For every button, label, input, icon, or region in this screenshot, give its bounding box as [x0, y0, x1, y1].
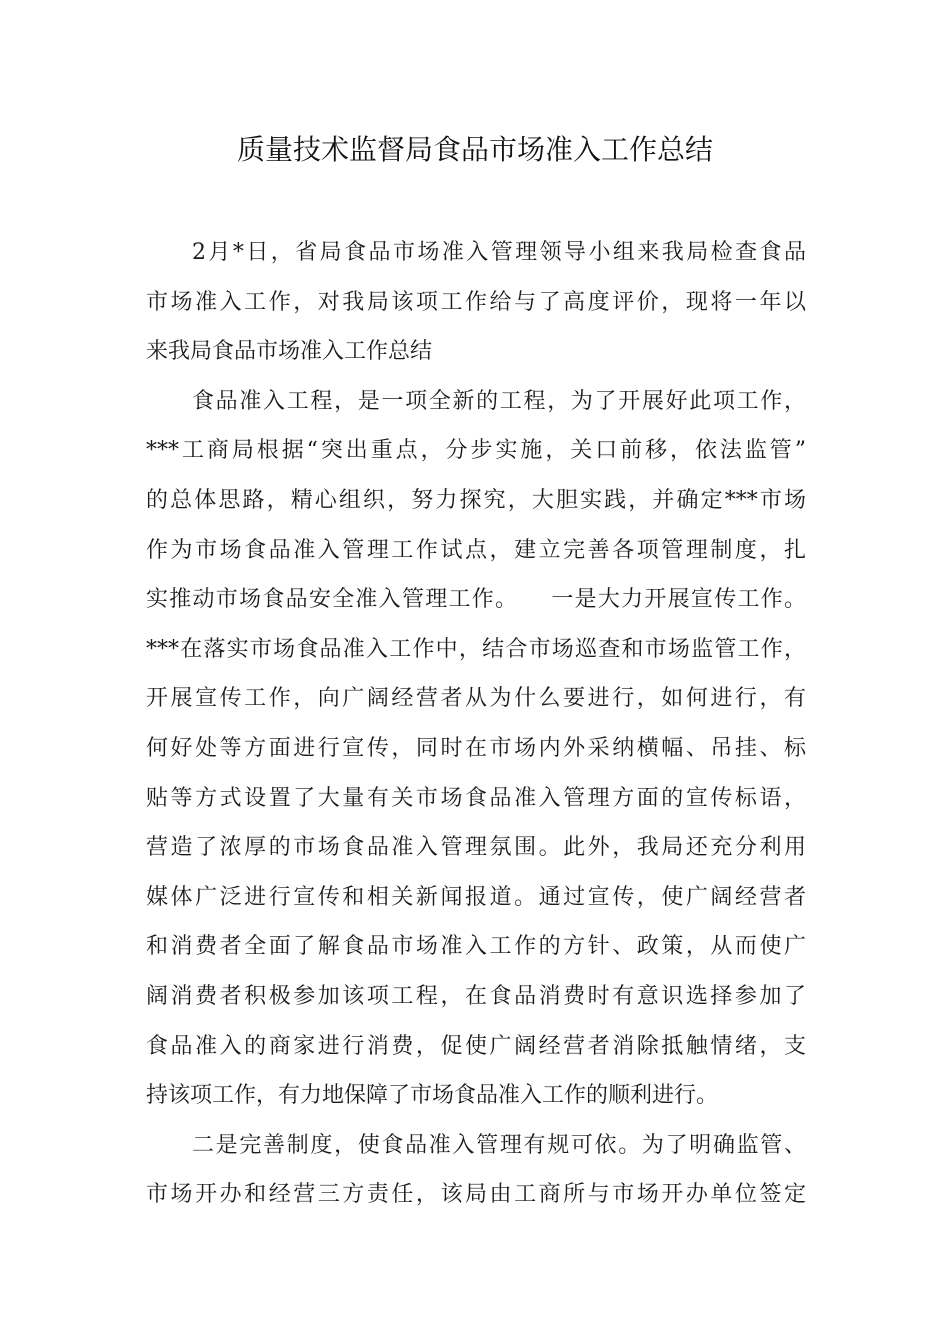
text-line: 贴等方式设置了大量有关市场食品准入管理方面的宣传标语， [146, 785, 806, 811]
text-line: 实推动市场食品安全准入管理工作。 一是大力开展宣传工作。 [146, 587, 806, 613]
text-line: 作为市场食品准入管理工作试点，建立完善各项管理制度，扎 [146, 537, 806, 563]
text-line: 食品准入工程，是一项全新的工程，为了开展好此项工作， [192, 388, 806, 414]
text-line: ***在落实市场食品准入工作中，结合市场巡查和市场监管工作， [146, 636, 806, 662]
text-line: 何好处等方面进行宣传，同时在市场内外采纳横幅、吊挂、标 [146, 735, 806, 761]
text-line: 市场开办和经营三方责任，该局由工商所与市场开办单位签定 [146, 1182, 806, 1208]
text-line: 的总体思路，精心组织，努力探究，大胆实践，并确定***市场 [146, 487, 806, 513]
text-line: 营造了浓厚的市场食品准入管理氛围。此外，我局还充分利用 [146, 835, 806, 861]
text-line: 市场准入工作，对我局该项工作给与了高度评价，现将一年以 [146, 289, 806, 315]
text-line: 食品准入的商家进行消费，促使广阔经营者消除抵触情绪，支 [146, 1033, 806, 1059]
text-line: ***工商局根据“突出重点，分步实施，关口前移，依法监管” [146, 438, 806, 464]
text-line: 媒体广泛进行宣传和相关新闻报道。通过宣传，使广阔经营者 [146, 884, 806, 910]
text-line: 阔消费者积极参加该项工程，在食品消费时有意识选择参加了 [146, 983, 806, 1009]
text-line: 2月*日，省局食品市场准入管理领导小组来我局检查食品 [192, 240, 806, 265]
document-body [146, 228, 806, 1220]
text-line: 来我局食品市场准入工作总结 [146, 339, 433, 365]
text-line: 和消费者全面了解食品市场准入工作的方针、政策，从而使广 [146, 934, 806, 960]
text-line: 二是完善制度，使食品准入管理有规可依。为了明确监管、 [192, 1132, 806, 1158]
text-line: 持该项工作，有力地保障了市场食品准入工作的顺利进行。 [146, 1083, 719, 1109]
document-title: 质量技术监督局食品市场准入工作总结 [236, 133, 713, 166]
text-line: 开展宣传工作，向广阔经营者从为什么要进行，如何进行，有 [146, 686, 806, 712]
